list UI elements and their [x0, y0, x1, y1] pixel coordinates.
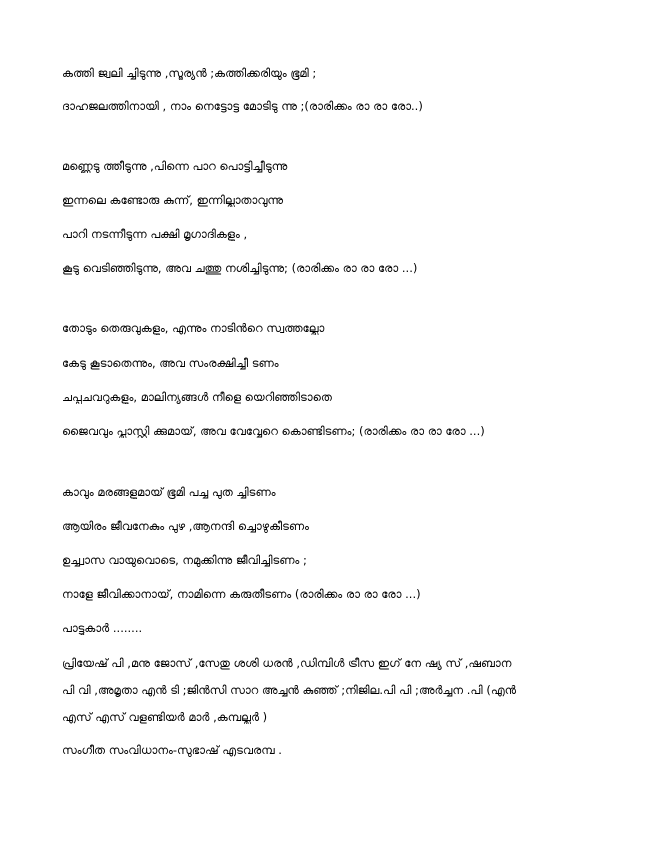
singers-names-line-3: എസ് എസ് വളണ്ടിയർ മാർ ,കമ്പല്ലൂർ )	[62, 710, 268, 724]
stanza-4-line-1: കാവും മരങ്ങളുമായ് ഭൂമി പച്ച പുത ച്ചിടണം	[62, 485, 276, 499]
stanza-2-line-2: ഇന്നലെ കണ്ടോരു കുന്ന്, ഇന്നില്ലാതാവുന്നു	[62, 193, 284, 207]
stanza-4-line-3: ഉച്ച്വാസ വായുവൊടെ, നമുക്കിന്നു ജീവിച്ചിടണം ;	[62, 553, 307, 567]
stanza-4-line-2: ആയിരം ജീവനേകും പുഴ ,ആനന്ദി ച്ചൊഴുകീടണം	[62, 519, 309, 533]
stanza-2-line-1: മണ്ണെടു ത്തീടുന്നു ,പിന്നെ പാറ പൊട്ടിച്ചീടുന്നു	[62, 159, 288, 173]
singers-heading: പാട്ടുകാർ ........	[62, 621, 143, 635]
stanza-2-line-3: പാറി നടന്നീടുന്ന പക്ഷി മൃഗാദികളും ,	[62, 227, 248, 241]
singers-names-line-1: പ്രിയേഷ് പി ,മനു ജോസ് ,സേതു ശശി ധരൻ ,ഡിമ്പിൾ ട്രീസ ഇഗ് നേ ഷ്യ സ് ,ഷബാന	[62, 656, 512, 670]
stanza-1-line-2: ദാഹജലത്തിനായി , നാം നെട്ടോട്ട മോടിടു ന്നു ;(രാരിക്കം രാ രാ രോ..)	[62, 99, 423, 113]
music-direction-credit: സംഗീത സംവിധാനം-സുഭാഷ് എടവരമ്പ .	[62, 743, 282, 757]
stanza-3-line-3: ചപ്പുചവറുകളും, മാലിന്യങ്ങൾ നീളെ യെറിഞ്ഞിടാതെ	[62, 390, 332, 404]
stanza-4-line-4: നാളേ ജീവിക്കാനായ്, നാമിന്നെ കരുതീടണം (രാരിക്കം രാ രാ രോ ...)	[62, 587, 421, 601]
stanza-1-line-1: കത്തി ജ്വലി ച്ചിടുന്നു ,സൂര്യൻ ;കത്തിക്കരിയും ഭൂമി ;	[62, 66, 317, 80]
stanza-3-line-1: തോടും തെരുവുകളും, എന്നും നാടിൻറെ സ്വത്തല്ലോ	[62, 321, 325, 335]
singers-names-line-2: പി വി ,അമൃതാ എൻ ടി ;ജിൻസി സാറ അച്ചൻ കുഞ്ഞ് ;നിജില.പി പി ;അർച്ചന .പി (എൻ	[62, 683, 517, 697]
stanza-3-line-2: കേടു കൂടാതെന്നും, അവ സംരക്ഷിച്ചീ ടണം	[62, 356, 279, 370]
stanza-2-line-4: കൂടു വെടിഞ്ഞിടുന്നു, അവ ചത്തു നശിച്ചിടുന്നു; (രാരിക്കം രാ രാ രോ ...)	[62, 261, 418, 275]
stanza-3-line-4: ജൈവവും പ്ലാസ്റ്റി ക്കുമായ്, അവ വേവ്വേറെ കൊണ്ടിടണം; (രാരിക്കം രാ രാ രോ ...)	[62, 424, 485, 438]
